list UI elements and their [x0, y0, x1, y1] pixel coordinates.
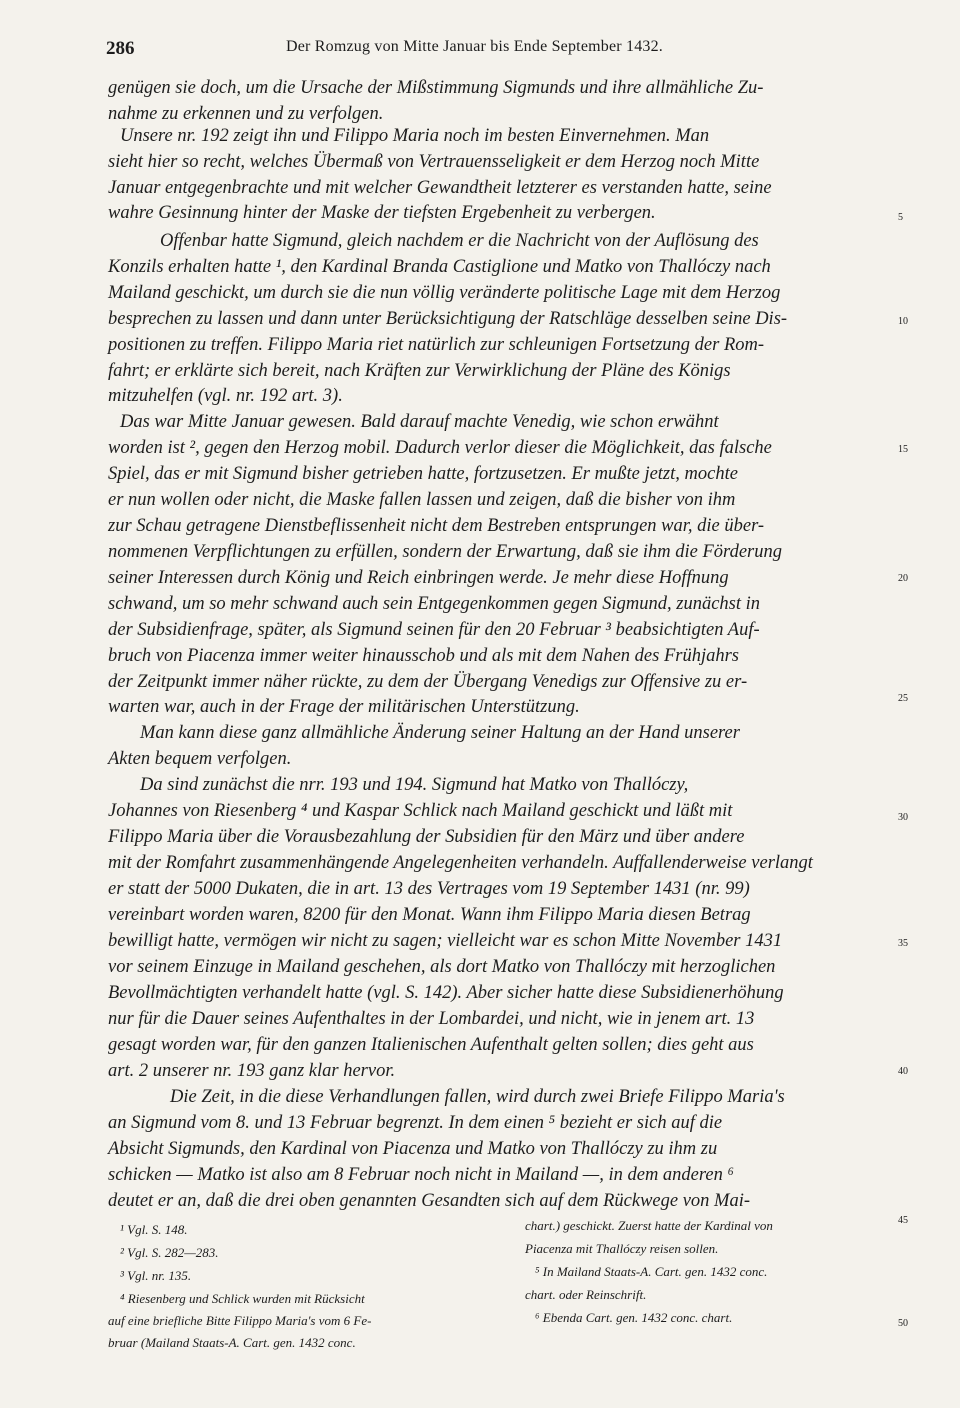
text-line: bruch von Piacenza immer weiter hinausschob und als mit dem Nahen des Frühjahrs [108, 646, 739, 666]
margin-number: 30 [898, 812, 908, 823]
margin-number: 40 [898, 1066, 908, 1077]
text-line: Akten bequem verfolgen. [108, 749, 292, 769]
running-title: Der Romzug von Mitte Januar bis Ende September 1432. [286, 38, 663, 55]
text-line: Mailand geschickt, um durch sie die nun völlig veränderte politische Lage mit dem Herzog [108, 283, 781, 303]
text-line: Spiel, das er mit Sigmund bisher getrieben hatte, fortzusetzen. Er mußte jetzt, mochte [108, 464, 738, 484]
margin-number: 35 [898, 938, 908, 949]
page-number: 286 [106, 38, 135, 59]
footnote: chart. oder Reinschrift. [525, 1287, 647, 1302]
text-line: Unsere nr. 192 zeigt ihn und Filippo Maria noch im besten Einvernehmen. Man [120, 126, 710, 146]
margin-number: 15 [898, 444, 908, 455]
margin-number: 45 [898, 1215, 908, 1226]
text-line: sieht hier so recht, welches Übermaß von Vertrauensseligkeit er dem Herzog noch Mitte [108, 152, 760, 172]
text-line: zur Schau getragene Dienstbeflissenheit nicht dem Bestreben entsprungen war, die über- [108, 516, 765, 536]
text-line: Da sind zunächst die nrr. 193 und 194. Sigmund hat Matko von Thallóczy, [140, 775, 689, 795]
text-line: bewilligt hatte, vermögen wir nicht zu sagen; vielleicht war es schon Mitte November 1431 [108, 931, 783, 951]
text-line: besprechen zu lassen und dann unter Berücksichtigung der Ratschläge desselben seine Dis- [108, 309, 788, 329]
text-line: Filippo Maria über die Vorausbezahlung der Subsidien für den März und über andere [108, 827, 745, 847]
text-line: wahre Gesinnung hinter der Maske der tiefsten Ergebenheit zu verbergen. [108, 203, 656, 223]
margin-number: 20 [898, 573, 908, 584]
footnote: ¹ Vgl. S. 148. [120, 1222, 188, 1237]
footnote: ⁵ In Mailand Staats-A. Cart. gen. 1432 conc. [535, 1264, 768, 1279]
text-line: mit der Romfahrt zusammenhängende Angelegenheiten verhandeln. Auffallenderweise verlangt [108, 853, 813, 873]
footnote: chart.) geschickt. Zuerst hatte der Kardinal von [525, 1218, 773, 1233]
text-line: mitzuhelfen (vgl. nr. 192 art. 3). [108, 386, 343, 406]
text-line: an Sigmund vom 8. und 13 Februar begrenzt. In dem einen ⁵ bezieht er sich auf die [108, 1113, 723, 1133]
margin-number: 5 [898, 212, 903, 223]
text-line: Das war Mitte Januar gewesen. Bald darauf machte Venedig, wie schon erwähnt [120, 412, 719, 432]
margin-number: 50 [898, 1318, 908, 1329]
footnote: ² Vgl. S. 282—283. [120, 1245, 219, 1260]
text-line: gesagt worden war, für den ganzen Italienischen Aufenthalt gelten sollen; dies geht aus [108, 1035, 754, 1055]
text-line: fahrt; er erklärte sich bereit, nach Kräften zur Verwirklichung der Pläne des Königs [108, 361, 731, 381]
footnote: auf eine briefliche Bitte Filippo Maria's vom 6 Fe- [108, 1313, 372, 1328]
text-line: deutet er an, daß die drei oben genannten Gesandten sich auf dem Rückwege von Mai- [108, 1191, 751, 1211]
text-line: nur für die Dauer seines Aufenthaltes in der Lombardei, und nicht, wie in jenem art. 13 [108, 1009, 755, 1029]
margin-number: 25 [898, 693, 908, 704]
text-line: Offenbar hatte Sigmund, gleich nachdem er die Nachricht von der Auflösung des [160, 231, 759, 251]
footnote: bruar (Mailand Staats-A. Cart. gen. 1432 conc. [108, 1335, 356, 1350]
text-line: Johannes von Riesenberg ⁴ und Kaspar Schlick nach Mailand geschickt und läßt mit [108, 801, 733, 821]
text-line: vereinbart worden waren, 8200 für den Monat. Wann ihm Filippo Maria diesen Betrag [108, 905, 751, 925]
text-line: Januar entgegenbrachte und mit welcher Gewandtheit letzterer es verstanden hatte, seine [108, 178, 772, 198]
text-line: Bevollmächtigten verhandelt hatte (vgl. S. 142). Aber sicher hatte diese Subsidienerhöhung [108, 983, 784, 1003]
footnote: ⁴ Riesenberg und Schlick wurden mit Rücksicht [120, 1291, 365, 1306]
text-line: nommenen Verpflichtungen zu erfüllen, sondern der Erwartung, daß sie ihm die Förderung [108, 542, 782, 562]
margin-number: 10 [898, 316, 908, 327]
footnote: ⁶ Ebenda Cart. gen. 1432 conc. chart. [535, 1310, 733, 1325]
text-line: warten war, auch in der Frage der militärischen Unterstützung. [108, 697, 580, 717]
text-line: worden ist ², gegen den Herzog mobil. Dadurch verlor dieser die Möglichkeit, das falsche [108, 438, 772, 458]
text-line: er statt der 5000 Dukaten, die in art. 13 des Vertrages vom 19 September 1431 (nr. 99) [108, 879, 750, 899]
text-line: der Subsidienfrage, später, als Sigmund seinen für den 20 Februar ³ beabsichtigten Auf- [108, 620, 760, 640]
text-line: art. 2 unserer nr. 193 ganz klar hervor. [108, 1061, 396, 1081]
footnote: ³ Vgl. nr. 135. [120, 1268, 192, 1283]
text-line: seiner Interessen durch König und Reich einbringen werde. Je mehr diese Hoffnung [108, 568, 729, 588]
text-line: der Zeitpunkt immer näher rückte, zu dem der Übergang Venedigs zur Offensive zu er- [108, 672, 748, 692]
text-line: genügen sie doch, um die Ursache der Mißstimmung Sigmunds und ihre allmähliche Zu- [108, 78, 764, 98]
text-line: schwand, um so mehr schwand auch sein Entgegenkommen gegen Sigmund, zunächst in [108, 594, 761, 614]
text-line: schicken — Matko ist also am 8 Februar noch nicht in Mailand —, in dem anderen ⁶ [108, 1165, 734, 1185]
text-line: vor seinem Einzuge in Mailand geschehen, als dort Matko von Thallóczy mit herzoglichen [108, 957, 776, 977]
text-line: nahme zu erkennen und zu verfolgen. [108, 104, 384, 124]
text-line: er nun wollen oder nicht, die Maske fallen lassen und zeigen, daß die bisher von ihm [108, 490, 736, 510]
text-line: Absicht Sigmunds, den Kardinal von Piacenza und Matko von Thallóczy zu ihm zu [108, 1139, 718, 1159]
text-line: positionen zu treffen. Filippo Maria riet natürlich zur schleunigen Fortsetzung der Rom- [108, 335, 765, 355]
text-line: Man kann diese ganz allmähliche Änderung seiner Haltung an der Hand unserer [140, 723, 740, 743]
text-line: Konzils erhalten hatte ¹, den Kardinal Branda Castiglione und Matko von Thallóczy nach [108, 257, 771, 277]
text-line: Die Zeit, in die diese Verhandlungen fallen, wird durch zwei Briefe Filippo Maria's [170, 1087, 785, 1107]
footnote: Piacenza mit Thallóczy reisen sollen. [525, 1241, 719, 1256]
